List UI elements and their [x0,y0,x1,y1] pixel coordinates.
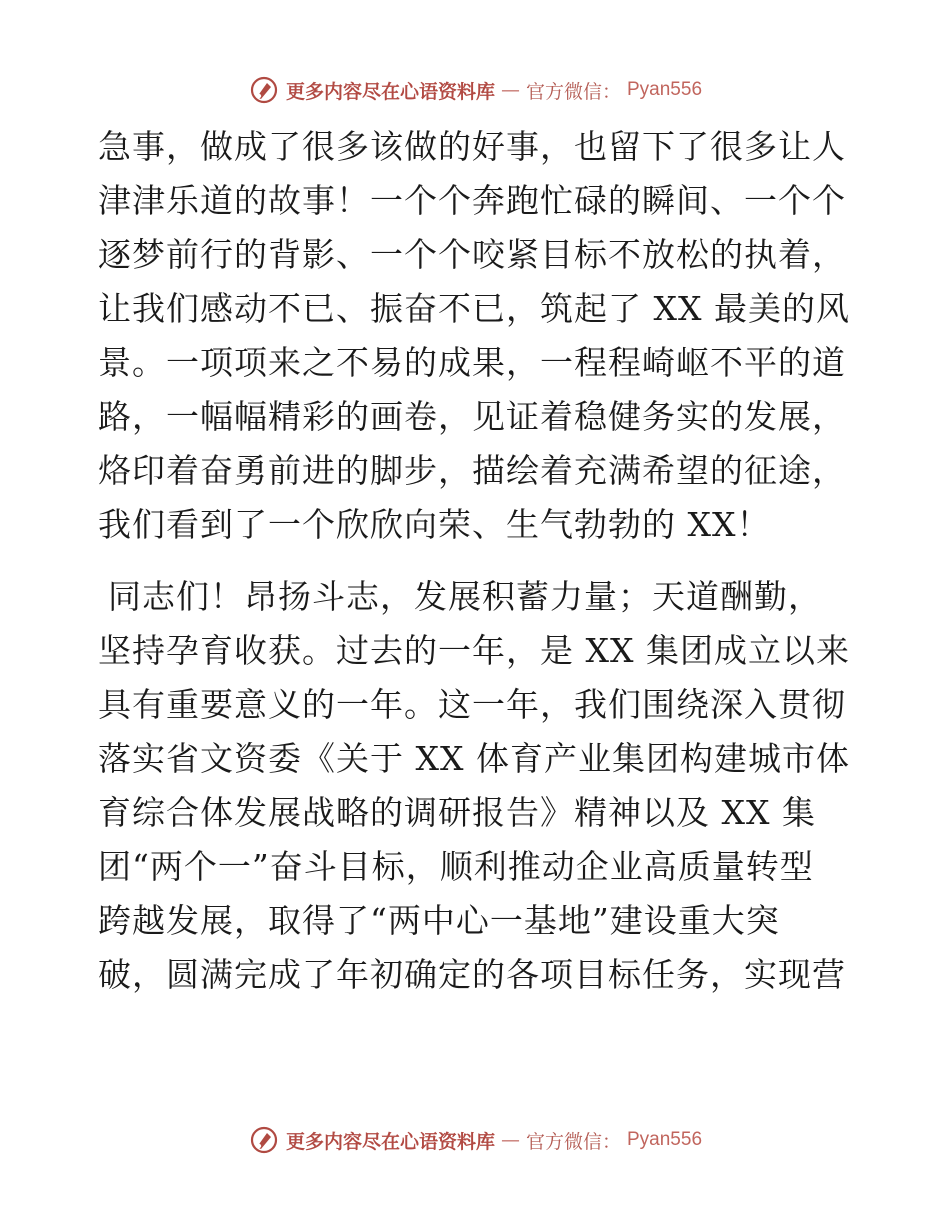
watermark-wechat-id: Pyan556 [627,1129,703,1150]
paragraph [98,120,858,552]
text-line: 团“两个一”奋斗目标，顺利推动企业高质量转型 [98,847,814,886]
watermark-wechat-label: 官方微信： [525,1130,621,1153]
watermark-separator: — [500,79,520,101]
text-line: 景。一项项来之不易的成果，一程程崎岖不平的道 [98,343,846,382]
text-line: 逐梦前行的背影、一个个咬紧目标不放松的执着， [98,235,846,274]
watermark-wechat-label: 官方微信： [525,80,621,103]
text-line: 路，一幅幅精彩的画卷，见证着稳健务实的发展， [98,397,846,436]
text-line: 我们看到了一个欣欣向荣、生气勃勃的 XX！ [98,505,771,544]
text-line: 跨越发展，取得了“两中心一基地”建设重大突 [98,901,780,940]
footer-watermark [0,1120,950,1160]
text-line: 破，圆满完成了年初确定的各项目标任务，实现营 [98,955,846,994]
pen-nib-logo-icon [248,74,280,106]
text-line: 落实省文资委《关于 XX 体育产业集团构建城市体 [98,739,850,778]
text-line: 坚持孕育收获。过去的一年，是 XX 集团成立以来 [98,631,850,670]
text-line: 急事，做成了很多该做的好事，也留下了很多让人 [98,127,846,166]
text-line: 津津乐道的故事！一个个奔跑忙碌的瞬间、一个个 [98,181,846,220]
header-watermark [0,70,950,110]
watermark-site-text: 更多内容尽在心语资料库 [285,1130,495,1153]
watermark-wechat-id: Pyan556 [627,79,703,100]
text-line: 烙印着奋勇前进的脚步，描绘着充满希望的征途， [98,451,846,490]
watermark-separator: — [500,1129,520,1151]
paragraph [98,570,858,1002]
text-line: 具有重要意义的一年。这一年，我们围绕深入贯彻 [98,685,846,724]
document-body [98,120,858,1002]
watermark-site-text: 更多内容尽在心语资料库 [285,80,495,103]
pen-nib-logo-icon [248,1124,280,1156]
text-line: 让我们感动不已、振奋不已，筑起了 XX 最美的风 [98,289,850,328]
text-line: 育综合体发展战略的调研报告》精神以及 XX 集 [98,793,816,832]
text-line: 同志们！昂扬斗志，发展积蓄力量；天道酬勤， [108,577,822,616]
